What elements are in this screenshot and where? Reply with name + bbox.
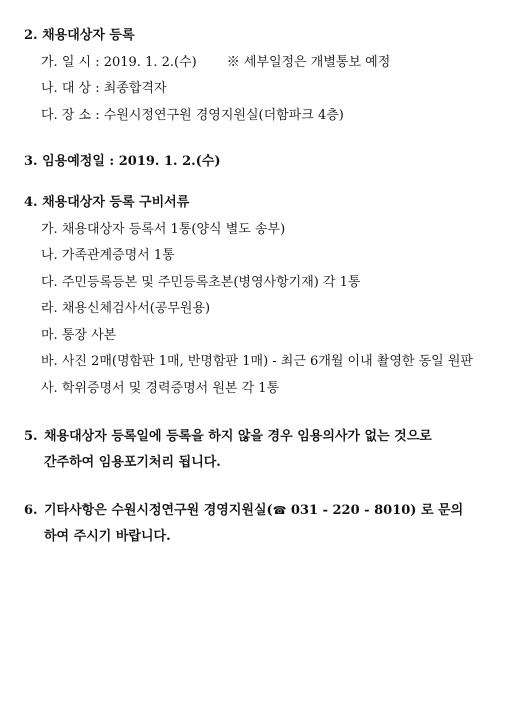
notice-line: 채용대상자 등록일에 등록을 하지 않을 경우 임용의사가 없는 것으로 [44, 429, 432, 444]
section-contact [24, 498, 508, 550]
target-item: 나. 대 상 : 최종합격자 [41, 81, 167, 96]
document-item: 라. 채용신체검사서(공무원용) [41, 301, 211, 316]
document-item: 마. 통장 사본 [41, 328, 117, 343]
schedule-note: ※ 세부일정은 개별통보 예정 [226, 55, 391, 70]
document-item: 나. 가족관계증명서 1통 [41, 248, 175, 263]
contact-phone: 031 - 220 - 8010) 로 문의 [286, 503, 464, 518]
section-appointment-date [24, 153, 508, 171]
section-title: 2. 채용대상자 등록 [24, 28, 135, 43]
contact-text: 기타사항은 수원시정연구원 경영지원실( [44, 503, 273, 518]
document-item: 가. 채용대상자 등록서 1통(양식 별도 송부) [41, 222, 286, 237]
place-item: 다. 장 소 : 수원시정연구원 경영지원실(더함파크 4층) [41, 108, 344, 123]
notice-line: 간주하여 임용포기처리 됩니다. [44, 455, 221, 470]
schedule-item [41, 54, 390, 72]
section-registration [24, 27, 508, 127]
section-number: 5. [24, 429, 38, 444]
document-item: 사. 학위증명서 및 경력증명서 원본 각 1통 [41, 381, 280, 396]
section-number: 6. [24, 503, 38, 518]
section-documents [24, 194, 508, 414]
document-item: 다. 주민등록등본 및 주민등록초본(병영사항기재) 각 1통 [41, 275, 361, 290]
schedule-text: 가. 일 시 : 2019. 1. 2.(수) [41, 55, 197, 70]
section-title: 4. 채용대상자 등록 구비서류 [24, 195, 190, 210]
phone-icon: ☎ [272, 504, 287, 517]
section-waiver-notice [24, 424, 508, 476]
document-item: 바. 사진 2매(명함판 1매, 반명함판 1매) - 최근 6개월 이내 촬영한 동일 원판 [41, 354, 473, 369]
contact-line: 하여 주시기 바랍니다. [44, 529, 171, 544]
section-title: 3. 임용예정일 : 2019. 1. 2.(수) [24, 154, 221, 169]
